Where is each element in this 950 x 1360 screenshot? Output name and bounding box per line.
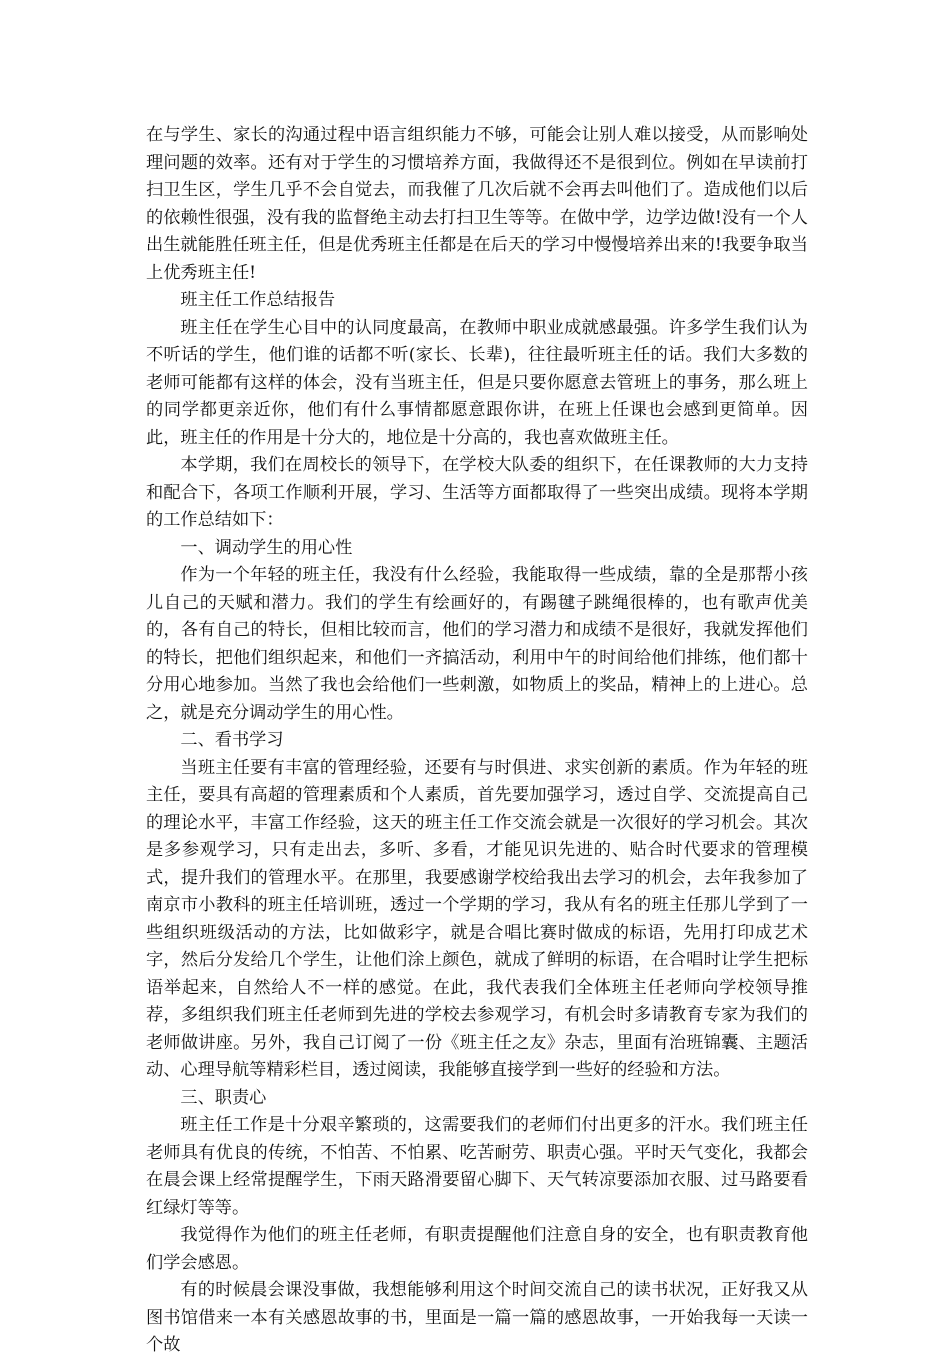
paragraph: 班主任在学生心目中的认同度最高，在教师中职业成就感最强。许多学生我们认为不听话的学生，他们谁的话都不听(家长、长辈)，往往最听班主任的话。我们大多数的老师可能都有这样的体会，没有当班主任，但是只要你愿意去管班上的事务，那么班上的同学都更亲近你，他们有什么事情都愿意跟你讲，在班上任课也会感到更简单。因此，班主任的作用是十分大的，地位是十分高的，我也喜欢做班主任。 <box>146 317 808 448</box>
paragraph: 当班主任要有丰富的管理经验，还要有与时俱进、求实创新的素质。作为年轻的班主任，要具有高超的管理素质和个人素质，首先要加强学习，透过自学、交流提高自己的理论水平，丰富工作经验，这天的班主任工作交流会就是一次很好的学习机会。其次是多参观学习，只有走出去，多听、多看，才能见识先进的、贴合时代要求的管理模式，提升我们的管理水平。在那里，我要感谢学校给我出去学习的机会，去年我参加了南京市小教科的班主任培训班，透过一个学期的学习，我从有名的班主任那儿学到了一些组织班级活动的方法，比如做彩字，就是合唱比赛时做成的标语，先用打印成艺术字，然后分发给几个学生，让他们涂上颜色，就成了鲜明的标语，在合唱时让学生把标语举起来，自然给人不一样的感觉。在此，我代表我们全体班主任老师向学校领导推荐，多组织我们班主任老师到先进的学校去参观学习，有机会时多请教育专家为我们的老师做讲座。另外，我自己订阅了一份《班主任之友》杂志，里面有治班锦囊、主题活动、心理导航等精彩栏目，透过阅读，我能够直接学到一些好的经验和方法。 <box>146 757 808 1080</box>
paragraph: 作为一个年轻的班主任，我没有什么经验，我能取得一些成绩，靠的全是那帮小孩儿自己的天赋和潜力。我们的学生有绘画好的，有踢毽子跳绳很棒的，也有歌声优美的，各有自己的特长，但相比较而言，他们的学习潜力和成绩不是很好，我就发挥他们的特长，把他们组织起来，和他们一齐搞活动，利用中午的时间给他们排练，他们都十分用心地参加。当然了我也会给他们一些刺激，如物质上的奖品，精神上的上进心。总之，就是充分调动学生的用心性。 <box>146 565 808 723</box>
paragraph-continued: 在与学生、家长的沟通过程中语言组织能力不够，可能会让别人难以接受，从而影响处理问题的效率。还有对于学生的习惯培养方面，我做得还不是很到位。例如在早读前打扫卫生区，学生几乎不会自觉去，而我催了几次后就不会再去叫他们了。造成他们以后的依赖性很强，没有我的监督绝主动去打扫卫生等等。在做中学，边学边做!没有一个人出生就能胜任班主任，但是优秀班主任都是在后天的学习中慢慢培养出来的!我要争取当上优秀班主任! <box>146 125 808 283</box>
section-heading: 二、看书学习 <box>180 730 284 750</box>
paragraph: 本学期，我们在周校长的领导下，在学校大队委的组织下，在任课教师的大力支持和配合下，各项工作顺利开展，学习、生活等方面都取得了一些突出成绩。现将本学期的工作总结如下： <box>146 455 808 530</box>
section-heading: 一、调动学生的用心性 <box>180 537 353 558</box>
paragraph: 我觉得作为他们的班主任老师，有职责提醒他们注意自身的安全，也有职责教育他们学会感恩。 <box>146 1225 808 1273</box>
document-page <box>146 122 808 1360</box>
paragraph: 有的时候晨会课没事做，我想能够利用这个时间交流自己的读书状况，正好我又从图书馆借来一本有关感恩故事的书，里面是一篇一篇的感恩故事，一开始我每一天读一个故 <box>146 1280 808 1355</box>
section-heading: 三、职责心 <box>180 1087 267 1108</box>
report-title: 班主任工作总结报告 <box>180 290 336 310</box>
paragraph: 班主任工作是十分艰辛繁琐的，这需要我们的老师们付出更多的汗水。我们班主任老师具有优良的传统，不怕苦、不怕累、吃苦耐劳、职责心强。平时天气变化，我都会在晨会课上经常提醒学生，下雨天路滑要留心脚下、天气转凉要添加衣服、过马路要看红绿灯等等。 <box>146 1115 808 1218</box>
